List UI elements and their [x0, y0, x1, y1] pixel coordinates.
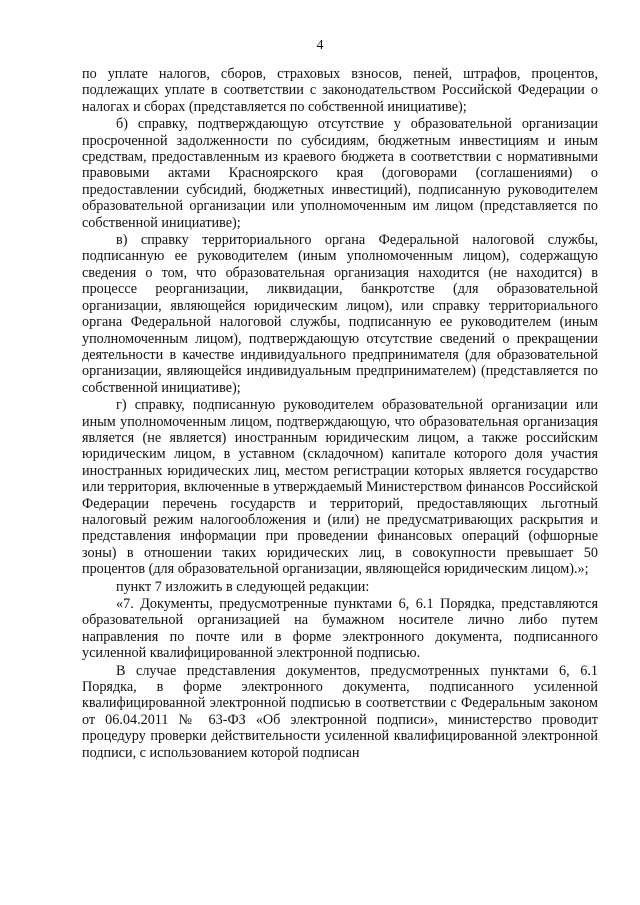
paragraph-item-v: в) справку территориального органа Федеральной налоговой службы, подписанную ее руководителем (иным уполномоченным лицом), содержащую сведения о том, что образовательная организация находится (не находится) в процессе реорганизации, ликвидации, банкротстве (для образовательной организации, являющейся юридическим лицом), или справку территориального органа Федеральной налоговой службы, подписанную ее руководителем (иным уполномоченным лицом), подтверждающую отсутствие сведений о прекращении деятельности в качестве индивидуального предпринимателя (для образовательной организации, являющейся индивидуальным предпринимателем) (представляется по собственной инициативе); — [82, 232, 598, 396]
paragraph-tax-continuation: по уплате налогов, сборов, страховых взносов, пеней, штрафов, процентов, подлежащих уплате в соответствии с законодательством Российской Федерации о налогах и сборах (представляется по собственной инициативе); — [82, 66, 598, 115]
paragraph-electronic-documents: В случае представления документов, предусмотренных пунктами 6, 6.1 Порядка, в форме электронного документа, подписанного усиленной квалифицированной электронной подписью в соответствии с Федеральным законом от 06.04.2011 № 63-ФЗ «Об электронной подписи», министерство проводит процедуру проверки действительности усиленной квалифицированной электронной подписи, с использованием которой подписан — [82, 662, 598, 761]
page-number: 4 — [316, 38, 324, 53]
paragraph-item-b: б) справку, подтверждающую отсутствие у образовательной организации просроченной задолженности по субсидиям, бюджетным инвестициям и иным средствам, предоставленным из краевого бюджета в соответствии с нормативными правовыми актами Красноярского края (договорами (соглашениями) о предоставлении субсидий, бюджетных инвестиций), подписанную руководителем образовательной организации или уполномоченным им лицом (представляется по собственной инициативе); — [82, 116, 598, 231]
paragraph-point-7-intro: пункт 7 изложить в следующей редакции: — [116, 578, 370, 595]
paragraph-item-g: г) справку, подписанную руководителем образовательной организации или иным уполномоченным лицом, подтверждающую, что образовательная организация является (не является) иностранным юридическим лицом, а также российским юридическим лицом, в уставном (складочном) капитале которого доля участия иностранных юридических лиц, местом регистрации которых является государство или территория, включенные в утверждаемый Министерством финансов Российской Федерации перечень государств и территорий, предоставляющих льготный налоговый режим налогообложения и (или) не предусматривающих раскрытия и представления информации при проведении финансовых операций (офшорные зоны) в отношении таких юридических лиц, в совокупности превышает 50 процентов (для образовательной организации, являющейся юридическим лицом).»; — [82, 397, 598, 578]
document-body — [82, 66, 598, 762]
paragraph-point-7-text: «7. Документы, предусмотренные пунктами 6, 6.1 Порядка, представляются образовательной организацией на бумажном носителе лично либо путем направления по почте или в форме электронного документа, подписанного усиленной квалифицированной электронной подписью. — [82, 596, 598, 662]
